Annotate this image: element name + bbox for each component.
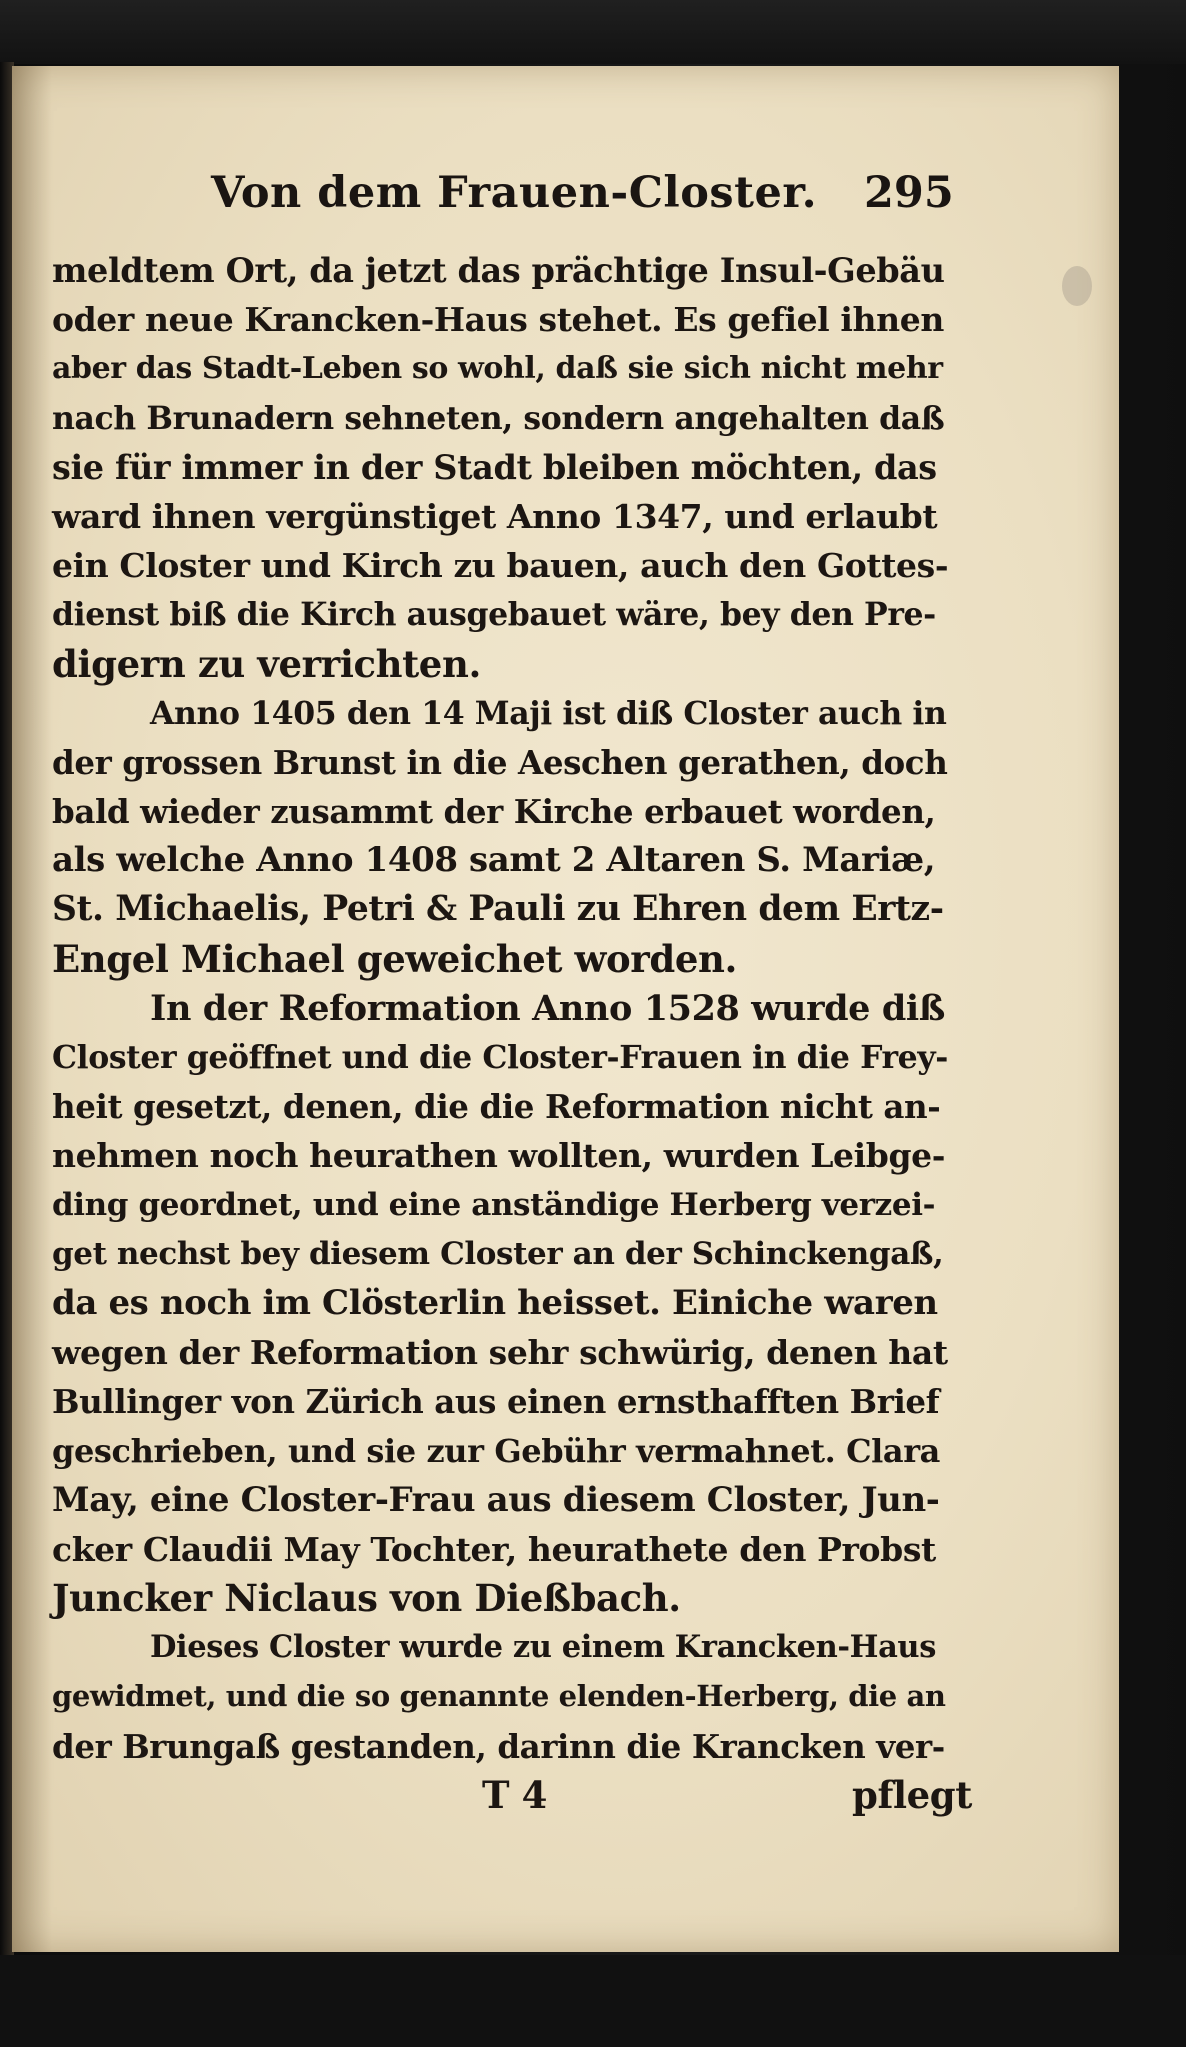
text-line: der grossen Brunst in die Aeschen gerathen, doch [52, 742, 948, 782]
scan-bottom-edge [0, 1955, 1186, 2047]
text-line: Closter geöffnet und die Closter-Frauen in die Frey- [52, 1039, 948, 1076]
text-line: ein Closter und Kirch zu bauen, auch den Gottes- [52, 546, 949, 586]
scan-top-edge [0, 0, 1186, 64]
text-line: da es noch im Clösterlin heisset. Einiche waren [52, 1282, 938, 1323]
paper-stain [1062, 266, 1092, 306]
text-line: Dieses Closter wurde zu einem Krancken-Haus [150, 1629, 936, 1666]
text-line: wegen der Reformation sehr schwürig, denen hat [52, 1333, 948, 1373]
text-line: May, eine Closter-Frau aus diesem Closter, Jun- [52, 1479, 940, 1520]
text-line: bald wieder zusammt der Kirche erbauet worden, [52, 792, 936, 832]
running-title: Von dem Frauen-Closter. [210, 168, 818, 218]
text-line: Juncker Niclaus von Dießbach. [52, 1576, 681, 1621]
text-line: nach Brunadern sehneten, sondern angehalten daß [52, 399, 945, 437]
text-line: nehmen noch heurathen wollten, wurden Leibge- [52, 1136, 946, 1176]
text-line: der Brungaß gestanden, darinn die Krancken ver- [52, 1726, 945, 1766]
page-footer [52, 1771, 972, 1820]
text-line: heit gesetzt, denen, die die Reformation nicht an- [52, 1087, 941, 1127]
page-number: 295 [864, 168, 954, 218]
text-line: Anno 1405 den 14 Maji ist diß Closter auch in [150, 694, 947, 732]
text-line: meldtem Ort, da jetzt das prächtige Insul-Gebäu [52, 251, 945, 290]
text-line: dienst biß die Kirch ausgebauet wäre, bey den Pre- [52, 596, 936, 634]
page-header [12, 168, 1119, 230]
text-line: Engel Michael geweichet worden. [52, 936, 737, 981]
text-line: St. Michaelis, Petri & Pauli zu Ehren dem Ertz- [52, 889, 944, 930]
text-line: sie für immer in der Stadt bleiben möchten, das [52, 447, 937, 487]
text-line: digern zu verrichten. [52, 641, 481, 686]
text-line: cker Claudii May Tochter, heurathete den Probst [52, 1529, 936, 1569]
body-text [52, 246, 972, 1820]
text-line: geschrieben, und sie zur Gebühr vermahnet. Clara [52, 1431, 941, 1470]
text-line: In der Reformation Anno 1528 wurde diß [150, 987, 945, 1029]
text-line: als welche Anno 1408 samt 2 Altaren S. Mariæ, [52, 840, 936, 881]
signature-mark: T 4 [482, 1772, 547, 1817]
text-line: get nechst bey diesem Closter an der Schinckengaß, [52, 1235, 944, 1272]
text-line: ding geordnet, und eine anständige Herberg verzei- [52, 1186, 936, 1223]
text-line: aber das Stadt-Leben so wohl, daß sie sich nicht mehr [52, 351, 943, 387]
catchword: pflegt [852, 1772, 972, 1817]
gutter-shade [12, 66, 52, 1952]
text-line: oder neue Krancken-Haus stehet. Es gefiel ihnen [52, 300, 944, 340]
text-line: gewidmet, und die so genannte elenden-Herberg, die an [52, 1679, 946, 1714]
text-line: ward ihnen vergünstiget Anno 1347, und erlaubt [52, 496, 938, 536]
text-line: Bullinger von Zürich aus einen ernsthafften Brief [52, 1382, 940, 1422]
